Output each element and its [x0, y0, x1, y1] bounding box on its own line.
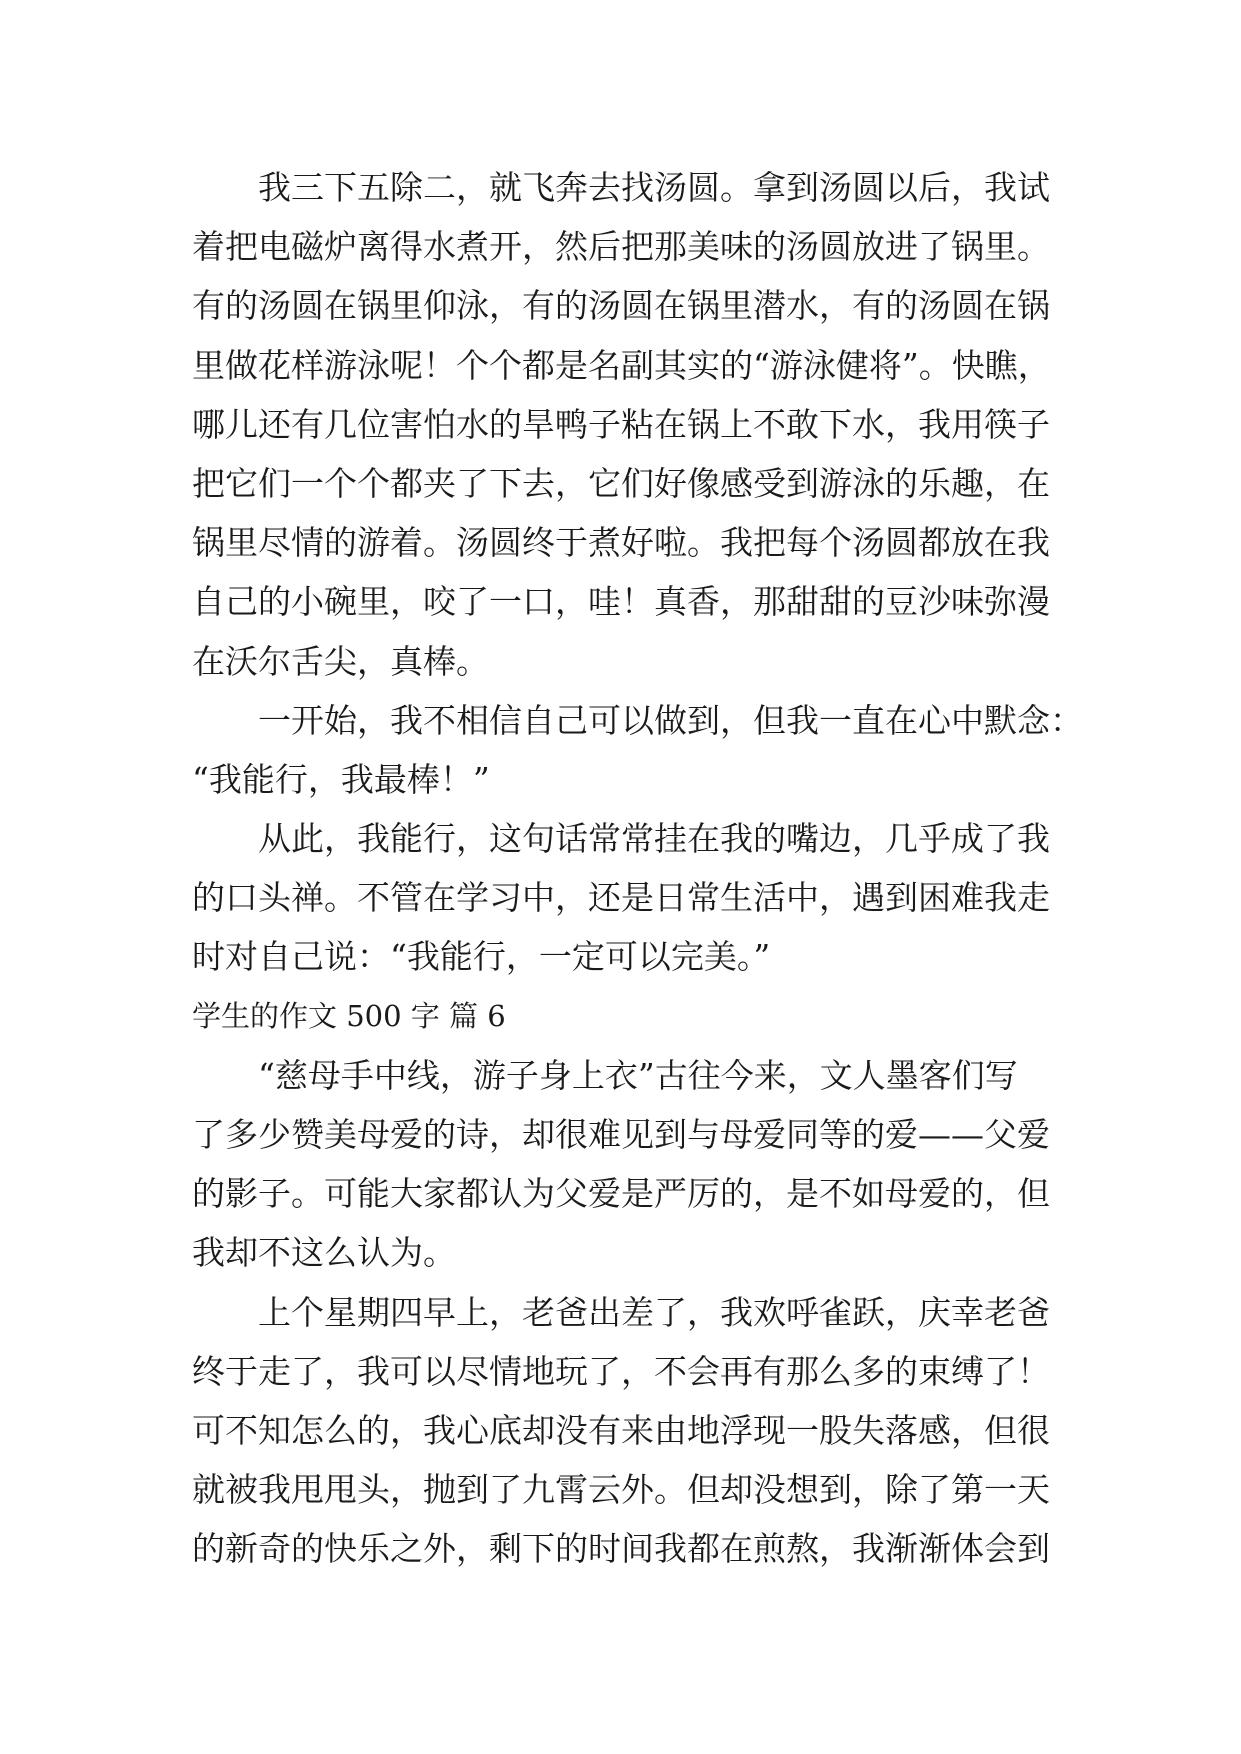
text-line: “慈母手中线，游子身上衣”古往今来，文人墨客们写: [258, 1055, 1018, 1095]
text-line: 从此，我能行，这句话常常挂在我的嘴边，几乎成了我: [258, 819, 1050, 859]
text-line: 时对自己说：“我能行，一定可以完美。”: [192, 937, 771, 977]
text-line: 有的汤圆在锅里仰泳，有的汤圆在锅里潜水，有的汤圆在锅: [192, 286, 1050, 326]
text-line: 的口头禅。不管在学习中，还是日常生活中，遇到困难我走: [192, 878, 1050, 918]
text-line: 自己的小碗里，咬了一口，哇！真香，那甜甜的豆沙味弥漫: [192, 582, 1050, 622]
text-line: 着把电磁炉离得水煮开，然后把那美味的汤圆放进了锅里。: [192, 227, 1050, 267]
text-line: “我能行，我最棒！”: [192, 759, 490, 799]
text-line: 里做花样游泳呢！个个都是名副其实的“游泳健将”。快瞧，: [192, 345, 1051, 385]
text-line: 的新奇的快乐之外，剩下的时间我都在煎熬，我渐渐体会到: [192, 1529, 1050, 1569]
text-line: 终于走了，我可以尽情地玩了，不会再有那么多的束缚了！: [192, 1351, 1050, 1391]
text-line: 哪儿还有几位害怕水的旱鸭子粘在锅上不敢下水，我用筷子: [192, 404, 1050, 444]
text-line: 我却不这么认为。: [192, 1233, 456, 1273]
text-line: 上个星期四早上，老爸出差了，我欢呼雀跃，庆幸老爸: [258, 1292, 1050, 1332]
text-line: 我三下五除二，就飞奔去找汤圆。拿到汤圆以后，我试: [258, 168, 1050, 207]
text-line: 锅里尽情的游着。汤圆终于煮好啦。我把每个汤圆都放在我: [192, 523, 1050, 563]
text-line: 把它们一个个都夹了下去，它们好像感受到游泳的乐趣，在: [192, 463, 1050, 503]
text-line: 就被我甩甩头，抛到了九霄云外。但却没想到，除了第一天: [192, 1470, 1050, 1510]
text-line: 一开始，我不相信自己可以做到，但我一直在心中默念：: [258, 700, 1083, 740]
text-line: 的影子。可能大家都认为父爱是严厉的，是不如母爱的，但: [192, 1174, 1050, 1214]
text-line: 了多少赞美母爱的诗，却很难见到与母爱同等的爱——父爱: [192, 1115, 1050, 1154]
text-line: 可不知怎么的，我心底却没有来由地浮现一股失落感，但很: [192, 1410, 1050, 1450]
document-body: [192, 158, 1083, 1579]
section-heading: 学生的作文 500 字 篇 6: [192, 998, 506, 1033]
text-line: 在沃尔舌尖，真棒。: [192, 641, 489, 681]
